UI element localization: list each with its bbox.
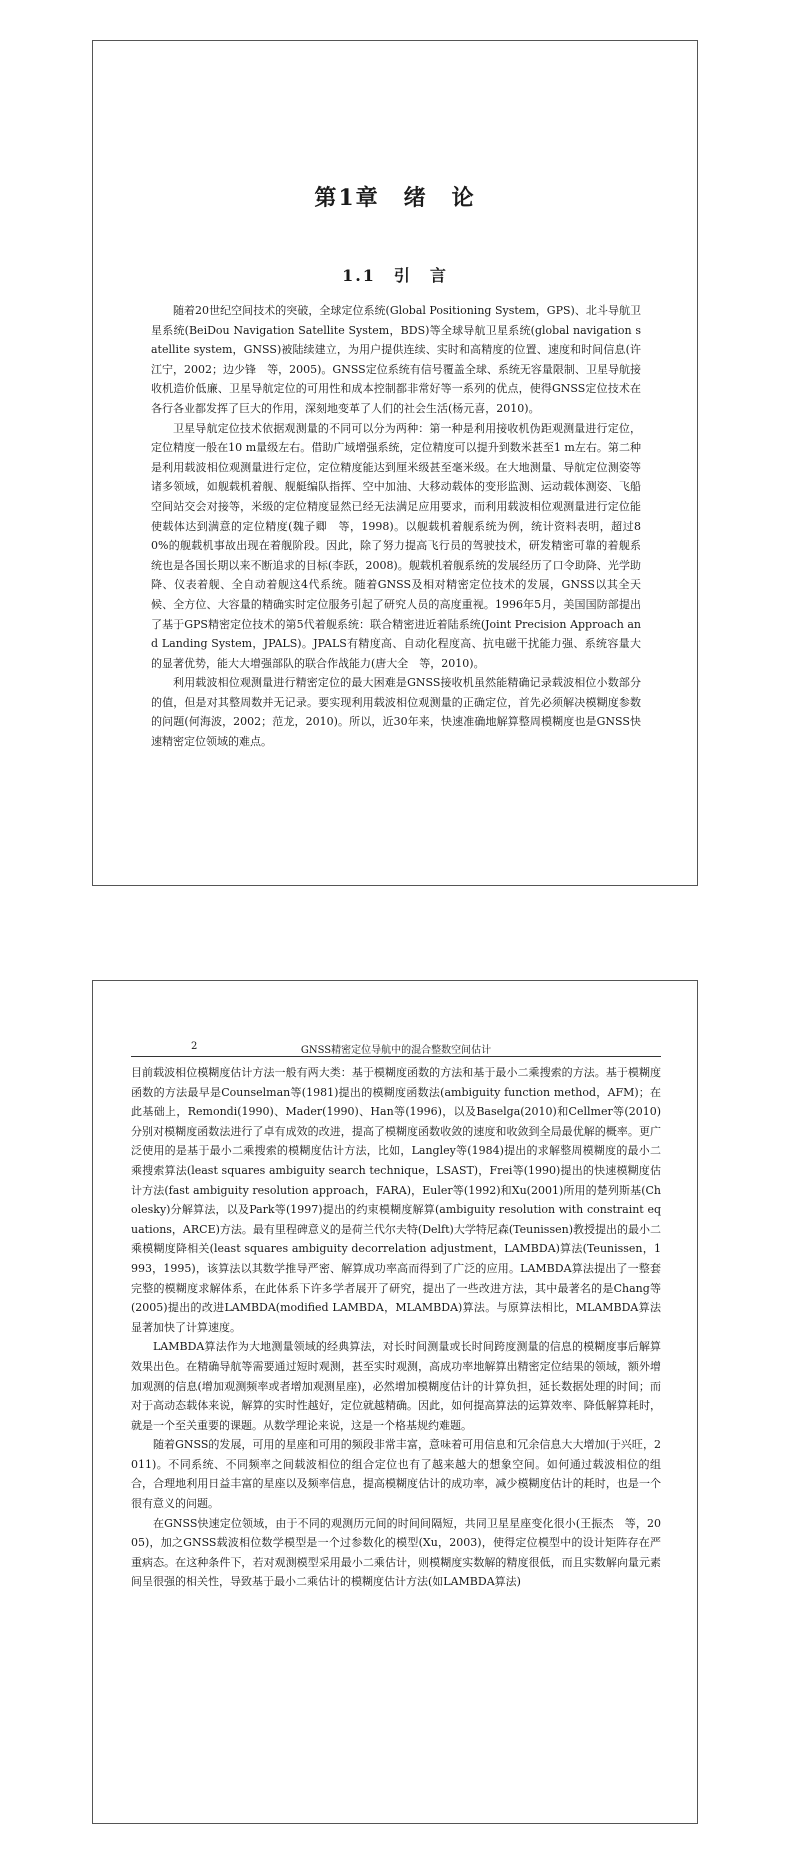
paragraph: 随着20世纪空间技术的突破，全球定位系统(Global Positioning System，GPS)、北斗导航卫星系统(BeiDou Navigation Satellite System，BDS)等全球导航卫星系统(global navigation satellite system，GNSS)被陆续建立，为用户提供连续、实时和高精度的位置、速度和时间信息(许江宁，2002；边少锋 等，2005)。GNSS定位系统有信号覆盖全球、系统无容量限制、卫星导航接收机造价低廉、卫星导航定位的可用性和成本控制都非常好等一系列的优点，使得GNSS定位技术在各行各业都发挥了巨大的作用，深刻地变革了人们的社会生活(杨元喜，2010)。	[151, 304, 641, 415]
running-header	[131, 1041, 661, 1057]
paragraph: 在GNSS快速定位领域，由于不同的观测历元间的时间间隔短，共同卫星星座变化很小(王振杰 等，2005)，加之GNSS载波相位数学模型是一个过参数化的模型(Xu，2003)，使得定位模型中的设计矩阵存在严重病态。在这种条件下，若对观测模型采用最小二乘估计，则模糊度实数解的精度很低，而且实数解向量元素间呈很强的相关性，导致基于最小二乘估计的模糊度估计方法(如LAMBDA算法)	[131, 1516, 661, 1589]
running-title: GNSS精密定位导航中的混合整数空间估计	[300, 1045, 492, 1056]
page-two	[92, 980, 698, 1824]
page-number: 2	[191, 1041, 198, 1052]
page-one-body	[151, 301, 641, 752]
section-title: 1.1 引 言	[342, 266, 448, 285]
paragraph: 卫星导航定位技术依据观测量的不同可以分为两种：第一种是利用接收机伪距观测量进行定位，定位精度一般在10 m量级左右。借助广域增强系统，定位精度可以提升到数米甚至1 m左右。第二种是利用载波相位观测量进行定位，定位精度能达到厘米级甚至毫米级。在大地测量、导航定位测姿等诸多领域，如舰载机着舰、舰艇编队指挥、空中加油、大移动载体的变形监测、运动载体测姿、飞船空间站交会对接等，米级的定位精度显然已经无法满足应用要求，而利用载波相位观测量进行定位能使载体达到满意的定位精度(魏子卿 等，1998)。以舰载机着舰系统为例，统计资料表明，超过80%的舰载机事故出现在着舰阶段。因此，除了努力提高飞行员的驾驶技术，研发精密可靠的着舰系统也是各国长期以来不断追求的目标(李跃，2008)。舰载机着舰系统的发展经历了口令助降、光学助降、仪表着舰、全自动着舰这4代系统。随着GNSS及相对精密定位技术的发展，GNSS以其全天候、全方位、大容量的精确实时定位服务引起了研究人员的高度重视。1996年5月，美国国防部提出了基于GPS精密定位技术的第5代着舰系统：联合精密进近着陆系统(Joint Precision Approach and Landing System，JPALS)。JPALS有精度高、自动化程度高、抗电磁干扰能力强、系统容量大的显著优势，能大大增强部队的联合作战能力(唐大全 等，2010)。	[151, 421, 641, 670]
paragraph: 利用载波相位观测量进行精密定位的最大困难是GNSS接收机虽然能精确记录载波相位小数部分的值，但是对其整周数并无记录。要实现利用载波相位观测量的正确定位，首先必须解决模糊度参数的问题(何海波，2002；范龙，2010)。所以，近30年来，快速准确地解算整周模糊度也是GNSS快速精密定位领域的难点。	[151, 676, 641, 749]
paragraph: 目前载波相位模糊度估计方法一般有两大类：基于模糊度函数的方法和基于最小二乘搜索的方法。基于模糊度函数的方法最早是Counselman等(1981)提出的模糊度函数法(ambiguity function method，AFM)；在此基础上，Remondi(1990)、Mader(1990)、Han等(1996)，以及Baselga(2010)和Cellmer等(2010)分别对模糊度函数法进行了卓有成效的改进，提高了模糊度函数收敛的速度和收敛到全局最优解的概率。更广泛使用的是基于最小二乘搜索的模糊度估计方法，比如，Langley等(1984)提出的求解整周模糊度的最小二乘搜索算法(least squares ambiguity search technique，LSAST)，Frei等(1990)提出的快速模糊度估计方法(fast ambiguity resolution approach，FARA)，Euler等(1992)和Xu(2001)所用的楚列斯基(Cholesky)分解算法，以及Park等(1997)提出的约束模糊度解算(ambiguity resolution with constraint equations，ARCE)方法。最有里程碑意义的是荷兰代尔夫特(Delft)大学特尼森(Teunissen)教授提出的最小二乘模糊度降相关(least squares ambiguity decorrelation adjustment，LAMBDA)算法(Teunissen，1993，1995)，该算法以其数学推导严密、解算成功率高而得到了广泛的应用。LAMBDA算法提出了一整套完整的模糊度求解体系，在此体系下许多学者展开了研究，提出了一些改进方法，其中最著名的是Chang等(2005)提出的改进LAMBDA(modified LAMBDA，MLAMBDA)算法。与原算法相比，MLAMBDA算法显著加快了计算速度。	[131, 1066, 661, 1334]
chapter-title: 第1章 绪 论	[314, 185, 476, 211]
page-two-body	[131, 1063, 661, 1592]
paragraph: LAMBDA算法作为大地测量领域的经典算法，对长时间测量或长时间跨度测量的信息的模糊度事后解算效果出色。在精确导航等需要通过短时观测，甚至实时观测，高成功率地解算出精密定位结果的领域，额外增加观测的信息(增加观测频率或者增加观测星座)，必然增加模糊度估计的计算负担，延长数据处理的时间；而对于高动态载体来说，解算的实时性越好，定位就越精确。因此，如何提高算法的运算效率、降低解算耗时，就是一个至关重要的课题。从数学理论来说，这是一个格基规约难题。	[131, 1340, 661, 1432]
paragraph: 随着GNSS的发展，可用的星座和可用的频段非常丰富，意味着可用信息和冗余信息大大增加(于兴旺，2011)。不同系统、不同频率之间载波相位的组合定位也有了越来越大的想象空间。如何通过载波相位的组合，合理地利用日益丰富的星座以及频率信息，提高模糊度估计的成功率，减少模糊度估计的耗时，也是一个很有意义的问题。	[131, 1438, 661, 1511]
page-one	[92, 40, 698, 886]
